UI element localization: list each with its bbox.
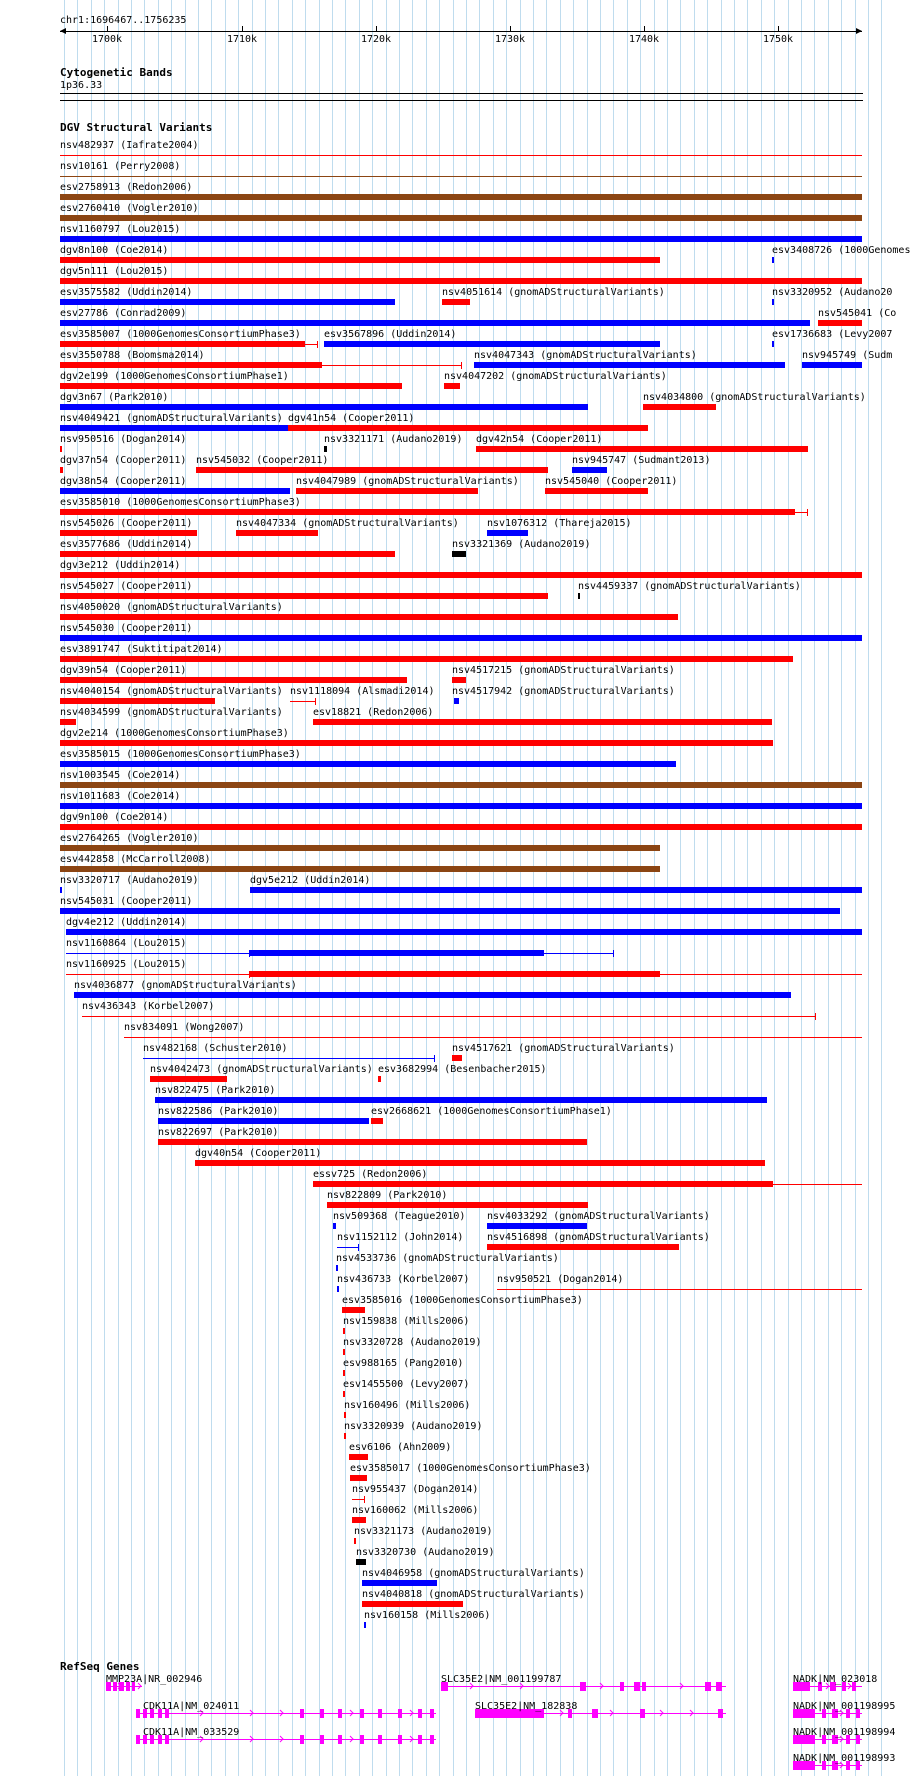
dgv-variant-label[interactable]: nsv1011683 (Coe2014) <box>60 791 181 802</box>
dgv-variant-label[interactable]: nsv4034800 (gnomADStructuralVariants) <box>643 392 866 403</box>
dgv-track-title: DGV Structural Variants <box>60 121 213 134</box>
dgv-variant-label[interactable]: nsv436733 (Korbel2007) <box>337 1274 470 1285</box>
dgv-variant-label[interactable]: dgv9n100 (Coe2014) <box>60 812 169 823</box>
refseq-track-title: RefSeq Genes <box>60 1660 140 1673</box>
refseq-exon <box>360 1709 364 1718</box>
dgv-variant-label[interactable]: dgv5n111 (Lou2015) <box>60 266 169 277</box>
dgv-variant-label[interactable]: nsv159838 (Mills2006) <box>343 1316 470 1327</box>
dgv-variant-label[interactable]: dgv2e199 (1000GenomesConsortiumPhase1) <box>60 371 289 382</box>
dgv-variant-label[interactable]: nsv1160797 (Lou2015) <box>60 224 181 235</box>
dgv-variant-label[interactable]: nsv3320952 (Audano20 <box>772 287 893 298</box>
dgv-variant-label[interactable]: nsv822586 (Park2010) <box>158 1106 279 1117</box>
dgv-variant-label[interactable]: nsv4050020 (gnomADStructuralVariants) <box>60 602 283 613</box>
dgv-variant-label[interactable]: nsv160062 (Mills2006) <box>352 1505 479 1516</box>
dgv-variant-label[interactable]: nsv4047334 (gnomADStructuralVariants) <box>236 518 459 529</box>
refseq-exon <box>430 1735 434 1744</box>
refseq-exon <box>136 1735 140 1744</box>
ruler-tick-label: 1700k <box>91 34 123 45</box>
ruler-tick-label: 1730k <box>494 34 526 45</box>
cytobands-track-title: Cytogenetic Bands <box>60 66 173 79</box>
refseq-exon <box>300 1735 304 1744</box>
refseq-exon <box>634 1682 640 1691</box>
dgv-variant-label[interactable]: nsv950521 (Dogan2014) <box>497 1274 624 1285</box>
refseq-exon <box>398 1735 402 1744</box>
refseq-exon <box>430 1709 434 1718</box>
refseq-exon <box>360 1735 364 1744</box>
refseq-exon <box>592 1709 598 1718</box>
dgv-variant-label[interactable]: essv725 (Redon2006) <box>313 1169 428 1180</box>
dgv-variant-label[interactable]: esv3575582 (Uddin2014) <box>60 287 193 298</box>
dgv-variant-label[interactable]: nsv3321171 (Audano2019) <box>324 434 463 445</box>
dgv-variant-label[interactable]: nsv4517621 (gnomADStructuralVariants) <box>452 1043 675 1054</box>
dgv-variant-label[interactable]: nsv160496 (Mills2006) <box>344 1400 471 1411</box>
dgv-variant-label[interactable]: esv2668621 (1000GenomesConsortiumPhase1) <box>371 1106 612 1117</box>
dgv-variant-label[interactable]: esv6106 (Ahn2009) <box>349 1442 452 1453</box>
dgv-variant-label[interactable]: esv3567896 (Uddin2014) <box>324 329 457 340</box>
dgv-variant-label[interactable]: nsv4046958 (gnomADStructuralVariants) <box>362 1568 585 1579</box>
dgv-variant-label[interactable]: dgv37n54 (Cooper2011) <box>60 455 187 466</box>
refseq-exon <box>338 1735 342 1744</box>
dgv-variant-label[interactable]: dgv40n54 (Cooper2011) <box>195 1148 322 1159</box>
ruler-tick-label: 1750k <box>762 34 794 45</box>
refseq-gene-label[interactable]: MMP23A|NR_002946 <box>106 1674 203 1685</box>
refseq-exon <box>338 1709 342 1718</box>
dgv-variant-label[interactable]: nsv3320939 (Audano2019) <box>344 1421 483 1432</box>
dgv-variant-label[interactable]: nsv4040154 (gnomADStructuralVariants) <box>60 686 283 697</box>
dgv-variant-label[interactable]: nsv4042473 (gnomADStructuralVariants) <box>150 1064 373 1075</box>
refseq-gene-label[interactable]: NADK|NM_001198993 <box>793 1753 896 1764</box>
dgv-variant-label[interactable]: esv442858 (McCarroll2008) <box>60 854 211 865</box>
dgv-variant-label[interactable]: nsv4033292 (gnomADStructuralVariants) <box>487 1211 710 1222</box>
dgv-variant-label[interactable]: esv2764265 (Vogler2010) <box>60 833 199 844</box>
refseq-exon <box>705 1682 711 1691</box>
dgv-variant-label[interactable]: nsv4047202 (gnomADStructuralVariants) <box>444 371 667 382</box>
dgv-variant-label[interactable]: nsv4034599 (gnomADStructuralVariants) <box>60 707 283 718</box>
dgv-variant-label[interactable]: esv27786 (Conrad2009) <box>60 308 187 319</box>
dgv-variant-label[interactable]: nsv509368 (Teague2010) <box>333 1211 466 1222</box>
dgv-variant-label[interactable]: esv3585015 (1000GenomesConsortiumPhase3) <box>60 749 301 760</box>
dgv-variant-label[interactable]: esv3891747 (Suktitipat2014) <box>60 644 223 655</box>
dgv-variant-label[interactable]: dgv41n54 (Cooper2011) <box>288 413 415 424</box>
dgv-variant-label[interactable]: nsv1076312 (Thareja2015) <box>487 518 632 529</box>
dgv-variant-label[interactable]: dgv2e214 (1000GenomesConsortiumPhase3) <box>60 728 289 739</box>
position-label: chr1:1696467..1756235 <box>60 15 187 26</box>
dgv-variant-label[interactable]: nsv482168 (Schuster2010) <box>143 1043 288 1054</box>
dgv-variant-label[interactable]: nsv822475 (Park2010) <box>155 1085 276 1096</box>
refseq-gene-label[interactable]: NADK|NM_001198994 <box>793 1727 896 1738</box>
dgv-variant-label[interactable]: nsv545026 (Cooper2011) <box>60 518 193 529</box>
dgv-variant-label[interactable]: nsv545030 (Cooper2011) <box>60 623 193 634</box>
dgv-variant-label[interactable]: nsv10161 (Perry2008) <box>60 161 181 172</box>
refseq-exon <box>642 1682 646 1691</box>
dgv-variant-label[interactable]: nsv945747 (Sudmant2013) <box>572 455 711 466</box>
refseq-exon <box>320 1735 324 1744</box>
refseq-gene-label[interactable]: SLC35E2|NM_001199787 <box>441 1674 562 1685</box>
dgv-variant-label[interactable]: esv988165 (Pang2010) <box>343 1358 464 1369</box>
dgv-variant-label[interactable]: nsv3321369 (Audano2019) <box>452 539 591 550</box>
dgv-variant-label[interactable]: nsv1160925 (Lou2015) <box>66 959 187 970</box>
refseq-gene-label[interactable]: NADK|NM_023018 <box>793 1674 878 1685</box>
refseq-gene-label[interactable]: NADK|NM_001198995 <box>793 1701 896 1712</box>
dgv-variant-label[interactable]: nsv3320717 (Audano2019) <box>60 875 199 886</box>
dgv-variant-label[interactable]: nsv822697 (Park2010) <box>158 1127 279 1138</box>
dgv-variant-label[interactable]: nsv3320728 (Audano2019) <box>343 1337 482 1348</box>
dgv-variant-label[interactable]: esv1455500 (Levy2007) <box>343 1379 470 1390</box>
dgv-variant-label[interactable]: nsv4516898 (gnomADStructuralVariants) <box>487 1232 710 1243</box>
refseq-exon <box>300 1709 304 1718</box>
dgv-variant-label[interactable]: nsv4533736 (gnomADStructuralVariants) <box>336 1253 559 1264</box>
dgv-variant-label[interactable]: esv2760410 (Vogler2010) <box>60 203 199 214</box>
dgv-variant-label[interactable]: nsv160158 (Mills2006) <box>364 1610 491 1621</box>
dgv-variant-label[interactable]: nsv4049421 (gnomADStructuralVariants) <box>60 413 283 424</box>
dgv-variant-label[interactable]: nsv545031 (Cooper2011) <box>60 896 193 907</box>
refseq-exon <box>378 1735 382 1744</box>
cytoband-label: 1p36.33 <box>60 80 103 91</box>
refseq-exon <box>620 1682 624 1691</box>
refseq-gene-label[interactable]: CDK11A|NM_024011 <box>143 1701 240 1712</box>
dgv-variant-label[interactable]: esv1736683 (Levy2007 <box>772 329 893 340</box>
dgv-variant-label[interactable]: nsv4040818 (gnomADStructuralVariants) <box>362 1589 585 1600</box>
ruler-tick-label: 1740k <box>628 34 660 45</box>
dgv-variant-label[interactable]: nsv545041 (Co <box>818 308 897 319</box>
refseq-exon <box>378 1709 382 1718</box>
dgv-variant-label[interactable]: nsv436343 (Korbel2007) <box>82 1001 215 1012</box>
dgv-variant-label[interactable]: nsv4517942 (gnomADStructuralVariants) <box>452 686 675 697</box>
dgv-variant-label[interactable]: dgv3e212 (Uddin2014) <box>60 560 181 571</box>
ruler-tick-label: 1720k <box>360 34 392 45</box>
dgv-variant-label[interactable]: nsv950516 (Dogan2014) <box>60 434 187 445</box>
refseq-exon <box>418 1709 422 1718</box>
dgv-variant-label[interactable]: esv3585016 (1000GenomesConsortiumPhase3) <box>342 1295 583 1306</box>
dgv-variant-label[interactable]: nsv4047989 (gnomADStructuralVariants) <box>296 476 519 487</box>
dgv-variant-label[interactable]: nsv4051614 (gnomADStructuralVariants) <box>442 287 665 298</box>
dgv-variant-label[interactable]: nsv1160864 (Lou2015) <box>66 938 187 949</box>
ruler-tick-label: 1710k <box>226 34 258 45</box>
dgv-variant-label[interactable]: nsv4517215 (gnomADStructuralVariants) <box>452 665 675 676</box>
refseq-exon <box>718 1709 723 1718</box>
refseq-exon <box>716 1682 722 1691</box>
dgv-variant-label[interactable]: esv3682994 (Besenbacher2015) <box>378 1064 547 1075</box>
dgv-variant-label[interactable]: nsv3321173 (Audano2019) <box>354 1526 493 1537</box>
dgv-variant-label[interactable]: nsv945749 (Sudm <box>802 350 893 361</box>
dgv-variant-label[interactable]: esv3585007 (1000GenomesConsortiumPhase3) <box>60 329 301 340</box>
dgv-variant-label[interactable]: dgv42n54 (Cooper2011) <box>476 434 603 445</box>
dgv-variant-label[interactable]: nsv834091 (Wong2007) <box>124 1022 245 1033</box>
dgv-variant-label[interactable]: nsv955437 (Dogan2014) <box>352 1484 479 1495</box>
dgv-variant-label[interactable]: nsv482937 (Iafrate2004) <box>60 140 199 151</box>
dgv-variant-label[interactable]: esv18821 (Redon2006) <box>313 707 434 718</box>
dgv-variant-label[interactable]: dgv5e212 (Uddin2014) <box>250 875 371 886</box>
dgv-variant-label[interactable]: esv2758913 (Redon2006) <box>60 182 193 193</box>
dgv-variant-label[interactable]: nsv545040 (Cooper2011) <box>545 476 678 487</box>
dgv-variant-label[interactable]: nsv4459337 (gnomADStructuralVariants) <box>578 581 801 592</box>
dgv-variant-label[interactable]: nsv1003545 (Coe2014) <box>60 770 181 781</box>
dgv-variant-label[interactable]: dgv8n100 (Coe2014) <box>60 245 169 256</box>
dgv-variant-label[interactable]: nsv3320730 (Audano2019) <box>356 1547 495 1558</box>
dgv-variant-label[interactable]: dgv3n67 (Park2010) <box>60 392 169 403</box>
dgv-variant-label[interactable]: nsv4047343 (gnomADStructuralVariants) <box>474 350 697 361</box>
refseq-exon <box>418 1735 422 1744</box>
refseq-gene-label[interactable]: CDK11A|NM_033529 <box>143 1727 240 1738</box>
dgv-variant-label[interactable]: esv3585017 (1000GenomesConsortiumPhase3) <box>350 1463 591 1474</box>
dgv-variant-label[interactable]: dgv39n54 (Cooper2011) <box>60 665 187 676</box>
dgv-variant-label[interactable]: esv3408726 (1000Genomes <box>772 245 910 256</box>
dgv-variant-label[interactable]: esv3577686 (Uddin2014) <box>60 539 193 550</box>
refseq-gene-label[interactable]: SLC35E2|NM_182838 <box>475 1701 578 1712</box>
dgv-variant-label[interactable]: nsv545027 (Cooper2011) <box>60 581 193 592</box>
dgv-variant-label[interactable]: esv3550788 (Boomsma2014) <box>60 350 205 361</box>
dgv-variant-label[interactable]: nsv4036877 (gnomADStructuralVariants) <box>74 980 297 991</box>
refseq-exon <box>320 1709 324 1718</box>
dgv-variant-label[interactable]: nsv545032 (Cooper2011) <box>196 455 329 466</box>
dgv-variant-label[interactable]: nsv822809 (Park2010) <box>327 1190 448 1201</box>
refseq-exon <box>398 1709 402 1718</box>
dgv-variant-label[interactable]: esv3585010 (1000GenomesConsortiumPhase3) <box>60 497 301 508</box>
dgv-variant-label[interactable]: nsv1118094 (Alsmadi2014) <box>290 686 435 697</box>
dgv-variant-label[interactable]: dgv38n54 (Cooper2011) <box>60 476 187 487</box>
refseq-exon <box>640 1709 645 1718</box>
dgv-variant-label[interactable]: nsv1152112 (John2014) <box>337 1232 464 1243</box>
refseq-exon <box>580 1682 586 1691</box>
dgv-variant-label[interactable]: dgv4e212 (Uddin2014) <box>66 917 187 928</box>
refseq-exon <box>136 1709 140 1718</box>
